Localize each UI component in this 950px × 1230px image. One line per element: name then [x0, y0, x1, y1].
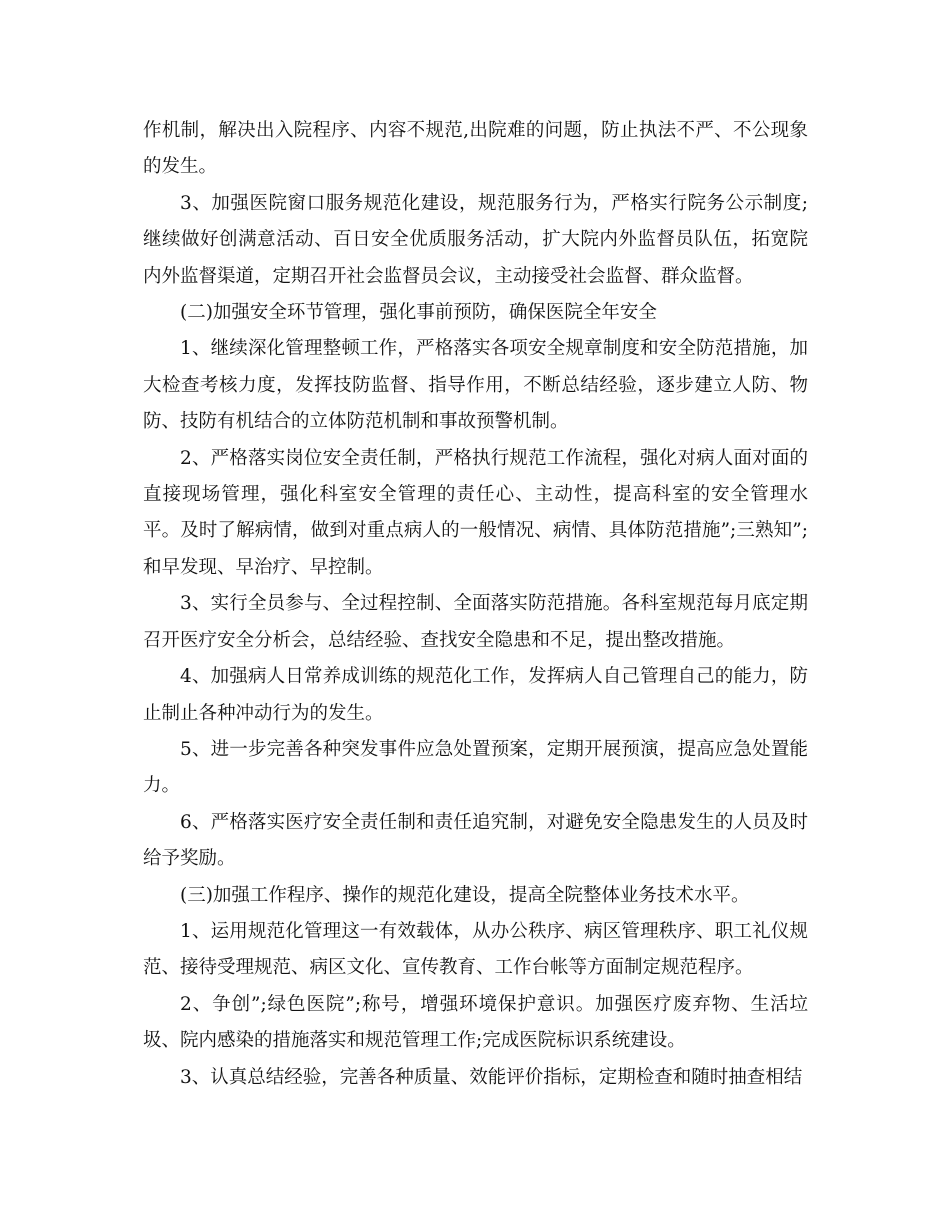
paragraph: 2、争创”;绿色医院”;称号，增强环境保护意识。加强医疗废弃物、生活垃圾、院内感染的措施落实和规范管理工作;完成医院标识系统建设。 — [143, 993, 808, 1052]
paragraph: 6、严格落实医疗安全责任制和责任追究制，对避免安全隐患发生的人员及时给予奖励。 — [143, 811, 808, 870]
section-heading: (二)加强安全环节管理，强化事前预防，确保医院全年安全 — [180, 302, 657, 324]
paragraph: 1、继续深化管理整顿工作，严格落实各项安全规章制度和安全防范措施，加大检查考核力度，发挥技防监督、指导作用，不断总结经验，逐步建立人防、物防、技防有机结合的立体防范机制和事故预警机制。 — [143, 338, 808, 433]
paragraph: 3、实行全员参与、全过程控制、全面落实防范措施。各科室规范每月底定期召开医疗安全分析会，总结经验、查找安全隐患和不足，提出整改措施。 — [143, 593, 808, 651]
section-heading: (三)加强工作程序、操作的规范化建设，提高全院整体业务技术水平。 — [180, 884, 750, 906]
paragraph: 2、严格落实岗位安全责任制，严格执行规范工作流程，强化对病人面对面的直接现场管理，强化科室安全管理的责任心、主动性，提高科室的安全管理水平。及时了解病情，做到对重点病人的一般情况、病情、具体防范措施”;三熟知”;和早发现、早治疗、早控制。 — [143, 447, 808, 578]
paragraph: 作机制，解决出入院程序、内容不规范,出院难的问题，防止执法不严、不公现象的发生。 — [143, 120, 808, 178]
paragraph: 1、运用规范化管理这一有效载体，从办公秩序、病区管理秩序、职工礼仪规范、接待受理规范、病区文化、宣传教育、工作台帐等方面制定规范程序。 — [143, 920, 808, 979]
paragraph: 3、加强医院窗口服务规范化建设，规范服务行为，严格实行院务公示制度;继续做好创满意活动、百日安全优质服务活动，扩大院内外监督员队伍，拓宽院内外监督渠道，定期召开社会监督员会议，主动接受社会监督、群众监督。 — [143, 192, 808, 287]
paragraph: 4、加强病人日常养成训练的规范化工作，发挥病人自己管理自己的能力，防止制止各种冲动行为的发生。 — [143, 666, 808, 724]
paragraph: 5、进一步完善各种突发事件应急处置预案，定期开展预演，提高应急处置能力。 — [143, 738, 808, 797]
paragraph: 3、认真总结经验，完善各种质量、效能评价指标，定期检查和随时抽查相结 — [180, 1066, 803, 1088]
document-body — [143, 113, 808, 1096]
